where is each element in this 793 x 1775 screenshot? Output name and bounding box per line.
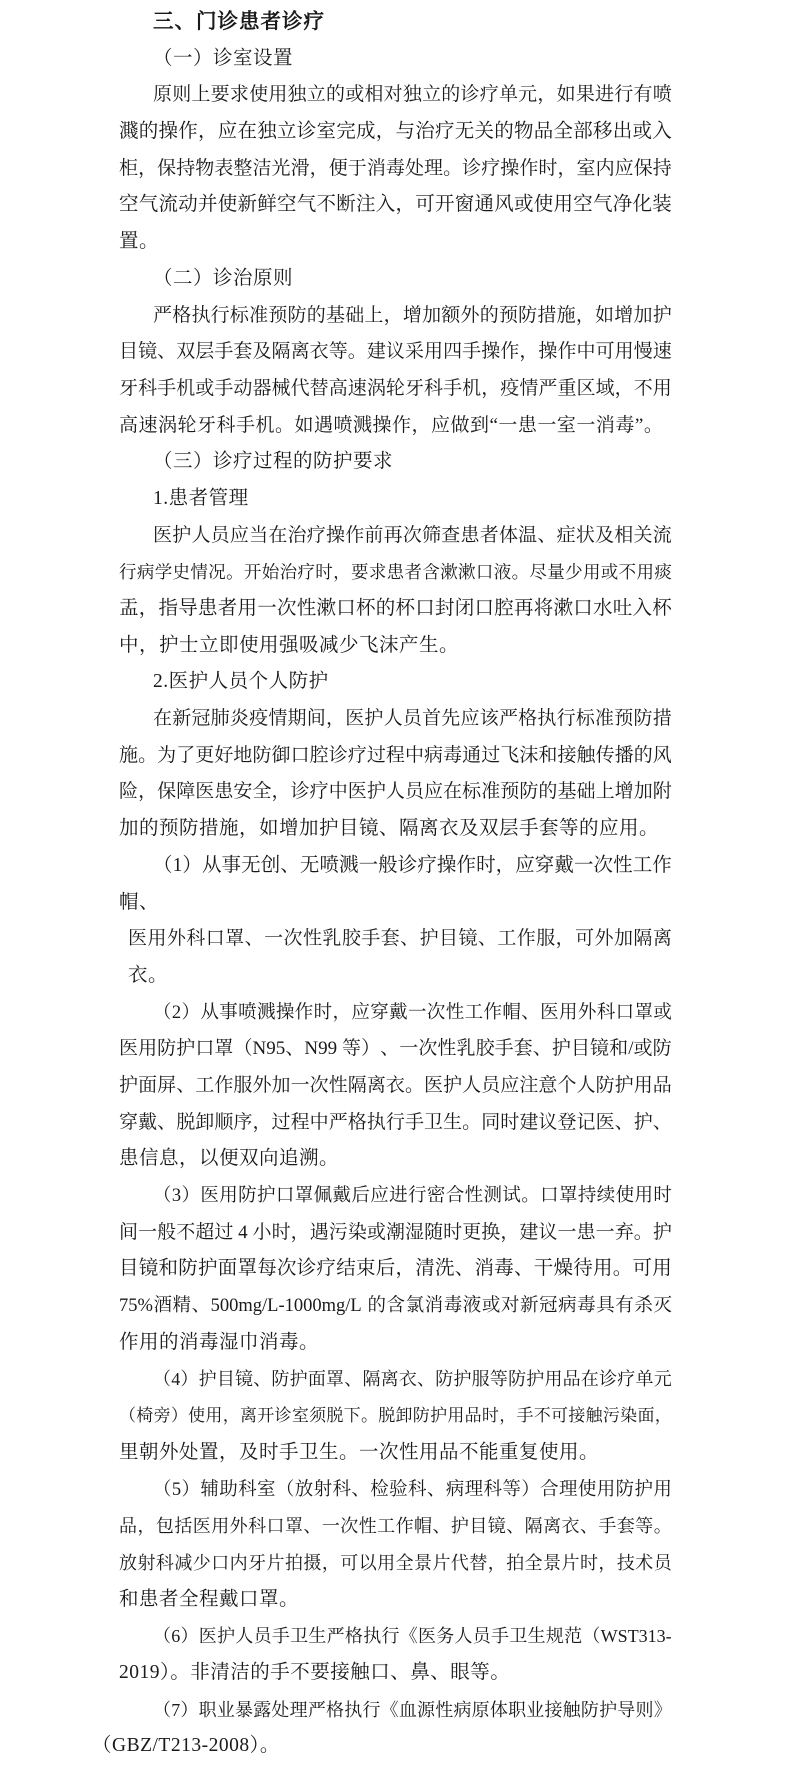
doc-line-para-last: 中，护士立即使用强吸减少飞沫产生。 — [119, 634, 460, 656]
doc-line-para-last: 里朝外处置，及时手卫生。一次性用品不能重复使用。 — [119, 1441, 600, 1463]
doc-line-para-last: 置。 — [119, 231, 160, 253]
doc-line-body: 护 面 屏 、 工 作 服 外 加 一 次 性 隔 离 衣 。 医 护 人 员 应 注 意 个 人 防 护 用 品 — [119, 1074, 672, 1096]
doc-line-para-first: （ 7 ） 职 业 暴 露 处 理 严 格 执 行 《 血 源 性 病 原 体 职 业 接 触 防 护 导 则 》 — [153, 1699, 672, 1720]
doc-line-heading: 2.医护人员个人防护 — [153, 671, 329, 693]
doc-line-body: 濺 的 操 作 ， 应 在 独 立 诊 室 完 成 ， 与 治 疗 无 关 的 物 品 全 部 移 出 或 入 — [119, 121, 672, 143]
doc-line-body: 空 气 流 动 并 使 新 鲜 空 气 不 断 注 入 ， 可 开 窗 通 风 或 使 用 空 气 净 化 装 — [119, 194, 672, 216]
doc-line-heading: （三）诊疗过程的防护要求 — [153, 451, 394, 473]
doc-line-para-first: 严 格 执 行 标 准 预 防 的 基 础 上 ， 增 加 额 外 的 预 防 措 施 ， 如 增 加 护 — [153, 304, 672, 326]
doc-line-body: 险 ， 保 障 医 患 安 全 ， 诊 疗 中 医 护 人 员 应 在 标 准 预 防 的 基 础 上 增 加 附 — [119, 781, 672, 803]
doc-line-body: 行 病 学 史 情 况 。 开 始 治 疗 时 ， 要 求 患 者 含 漱 漱 口 液 。 尽 量 少 用 或 不 用 痰 — [119, 562, 672, 583]
doc-line-body: 目 镜 、 双 层 手 套 及 隔 离 衣 等 。 建 议 采 用 四 手 操 作 ， 操 作 中 可 用 慢 速 — [119, 341, 672, 363]
doc-line-body: 75% 酒 精 、 500mg/L-1000mg/L 的 含 氯 消 毒 液 或 对 新 冠 病 毒 具 有 杀 灭 — [119, 1296, 672, 1317]
doc-line-body: 目 镜 和 防 护 面 罩 每 次 诊 疗 结 束 后 ， 清 洗 、 消 毒 、 干 燥 待 用 。 可 用 — [119, 1258, 672, 1280]
document-body — [92, 4, 672, 1765]
doc-line-para-first: 医 护 人 员 应 当 在 治 疗 操 作 前 再 次 筛 查 患 者 体 温 、 症 状 及 相 关 流 — [153, 524, 672, 546]
doc-line-para-last: 高速涡轮牙科手机。如遇喷溅操作，应做到“一患一室一消毒”。 — [119, 414, 664, 436]
doc-line-para-last: 帽、 — [119, 891, 160, 913]
doc-line-body: （ 椅 旁 ） 使 用 ， 离 开 诊 室 须 脱 下 。 脱 卸 防 护 用 品 时 ， 手 不 可 接 触 污 染 面 ， — [119, 1406, 672, 1426]
doc-line-para-last: 患信息，以便双向追溯。 — [119, 1148, 340, 1170]
doc-line-heading: （二）诊治原则 — [153, 267, 294, 289]
doc-line-para-last: （GBZ/T213-2008）。 — [92, 1735, 280, 1757]
doc-line-para-first: （ 5 ） 辅 助 科 室 （ 放 射 科 、 检 验 科 、 病 理 科 等 ） 合 理 使 用 防 护 用 — [153, 1479, 672, 1500]
doc-line-para-first: （ 4 ） 护 目 镜 、 防 护 面 罩 、 隔 离 衣 、 防 护 服 等 防 护 用 品 在 诊 疗 单 元 — [153, 1369, 672, 1390]
doc-line-heading: （一）诊室设置 — [153, 47, 294, 69]
doc-line-para-first: （ 2 ） 从 事 喷 溅 操 作 时 ， 应 穿 戴 一 次 性 工 作 帽 、 医 用 外 科 口 罩 或 — [153, 1002, 672, 1023]
doc-line-para-last: 2019）。非清洁的手不要接触口、鼻、眼等。 — [119, 1661, 511, 1683]
doc-line-body: 柜 ， 保 持 物 表 整 洁 光 滑 ， 便 于 消 毒 处 理 。 诊 疗 操 作 时 ， 室 内 应 保 持 — [119, 157, 672, 179]
doc-line-heading: 1.患者管理 — [153, 487, 249, 509]
doc-line-body: 穿 戴 、 脱 卸 顺 序 ， 过 程 中 严 格 执 行 手 卫 生 。 同 时 建 议 登 记 医 、 护 、 — [119, 1111, 672, 1133]
doc-line-para-first: （ 1 ） 从 事 无 创 、 无 喷 溅 一 般 诊 疗 操 作 时 ， 应 穿 戴 一 次 性 工 作 — [153, 854, 672, 876]
doc-line-body: 牙 科 手 机 或 手 动 器 械 代 替 高 速 涡 轮 牙 科 手 机 ， 疫 情 严 重 区 域 ， 不 用 — [119, 377, 672, 399]
doc-line-para-first: 原 则 上 要 求 使 用 独 立 的 或 相 对 独 立 的 诊 疗 单 元 ， 如 果 进 行 有 喷 — [153, 84, 672, 106]
doc-line-body: 间 一 般 不 超 过 4 小 时 ， 遇 污 染 或 潮 湿 随 时 更 换 ， 建 议 一 患 一 弃 。 护 — [119, 1221, 672, 1243]
doc-line-body: 放 射 科 减 少 口 内 牙 片 拍 摄 ， 可 以 用 全 景 片 代 替 ， 拍 全 景 片 时 ， 技 术 员 — [119, 1552, 672, 1573]
doc-line-body: 医 用 外 科 口 罩 、 一 次 性 乳 胶 手 套 、 护 目 镜 、 工 作 服 ， 可 外 加 隔 离 — [128, 928, 672, 950]
doc-line-para-first: 在 新 冠 肺 炎 疫 情 期 间 ， 医 护 人 员 首 先 应 该 严 格 执 行 标 准 预 防 措 — [153, 708, 672, 730]
doc-line-para-first: （ 6 ） 医 护 人 员 手 卫 生 严 格 执 行 《 医 务 人 员 手 卫 生 规 范 （ WST313- — [153, 1626, 672, 1647]
doc-line-body: 盂 ， 指 导 患 者 用 一 次 性 漱 口 杯 的 杯 口 封 闭 口 腔 再 将 漱 口 水 吐 入 杯 — [119, 598, 672, 619]
doc-line-para-last: 衣。 — [128, 964, 169, 986]
doc-line-body: 施 。 为 了 更 好 地 防 御 口 腔 诊 疗 过 程 中 病 毒 通 过 飞 沫 和 接 触 传 播 的 风 — [119, 744, 672, 766]
doc-line-para-last: 加的预防措施，如增加护目镜、隔离衣及双层手套等的应用。 — [119, 818, 660, 840]
doc-line-para-last: 和患者全程戴口罩。 — [119, 1588, 300, 1610]
doc-line-body: 医 用 防 护 口 罩 （ N95 、 N99 等 ） 、 一 次 性 乳 胶 手 套 、 护 目 镜 和 / 或 防 — [119, 1038, 672, 1060]
doc-line-para-first: （ 3 ） 医 用 防 护 口 罩 佩 戴 后 应 进 行 密 合 性 测 试 。 口 罩 持 续 使 用 时 — [153, 1186, 672, 1206]
doc-line-para-last: 作用的消毒湿巾消毒。 — [119, 1331, 320, 1353]
doc-line-body: 品 ， 包 括 医 用 外 科 口 罩 、 一 次 性 工 作 帽 、 护 目 镜 、 隔 离 衣 、 手 套 等 。 — [119, 1516, 672, 1537]
page-title: 三、门诊患者诊疗 — [153, 10, 325, 33]
